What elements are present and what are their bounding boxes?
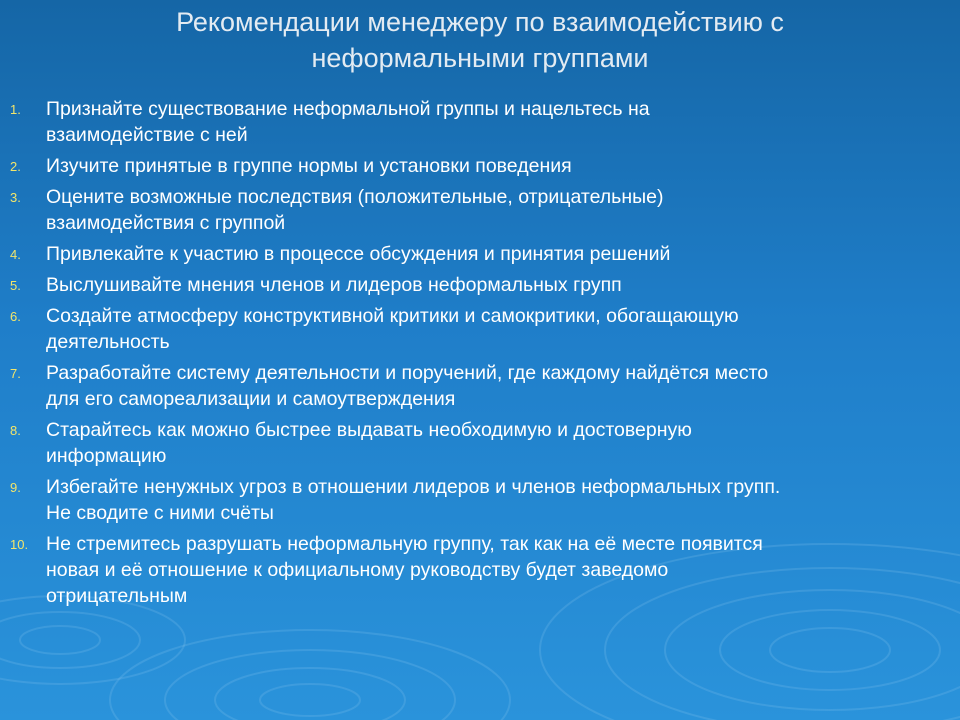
item-text: Оцените возможные последствия (положительные, отрицательные) взаимодействия с группой xyxy=(46,186,664,234)
item-text: Создайте атмосферу конструктивной критики и самокритики, обогащающую деятельность xyxy=(46,305,739,353)
item-text: Выслушивайте мнения членов и лидеров неформальных групп xyxy=(46,274,622,296)
list-item xyxy=(0,474,946,526)
item-number: 6. xyxy=(10,309,21,324)
item-number: 5. xyxy=(10,278,21,293)
slide-title: Рекомендации менеджеру по взаимодействию с неформальными группами xyxy=(176,7,784,73)
item-text: Признайте существование неформальной группы и нацельтесь на взаимодействие с ней xyxy=(46,98,650,146)
item-text: Привлекайте к участию в процессе обсуждения и принятия решений xyxy=(46,243,671,265)
list-item xyxy=(0,531,946,609)
item-number: 7. xyxy=(10,366,21,381)
list-item xyxy=(0,184,946,236)
item-number: 10. xyxy=(10,537,29,552)
item-text: Старайтесь как можно быстрее выдавать необходимую и достоверную информацию xyxy=(46,419,692,467)
recommendation-list xyxy=(0,96,946,614)
item-number: 8. xyxy=(10,423,21,438)
list-item xyxy=(0,153,946,179)
item-number: 3. xyxy=(10,190,21,205)
item-number: 2. xyxy=(10,159,21,174)
list-item xyxy=(0,303,946,355)
list-item xyxy=(0,272,946,298)
list-item xyxy=(0,241,946,267)
item-text: Изучите принятые в группе нормы и установки поведения xyxy=(46,155,572,177)
item-text: Разработайте систему деятельности и поручений, где каждому найдётся место для его самореализации и самоутверждения xyxy=(46,362,769,410)
list-item xyxy=(0,360,946,412)
item-number: 1. xyxy=(10,102,21,117)
list-item xyxy=(0,417,946,469)
item-text: Избегайте ненужных угроз в отношении лидеров и членов неформальных групп. Не сводите с ними счёты xyxy=(46,476,781,524)
item-text: Не стремитесь разрушать неформальную группу, так как на её месте появится новая и её отношение к официальному руководству будет заведомо отрицательным xyxy=(46,533,763,607)
list-item xyxy=(0,96,946,148)
item-number: 9. xyxy=(10,480,21,495)
item-number: 4. xyxy=(10,247,21,262)
